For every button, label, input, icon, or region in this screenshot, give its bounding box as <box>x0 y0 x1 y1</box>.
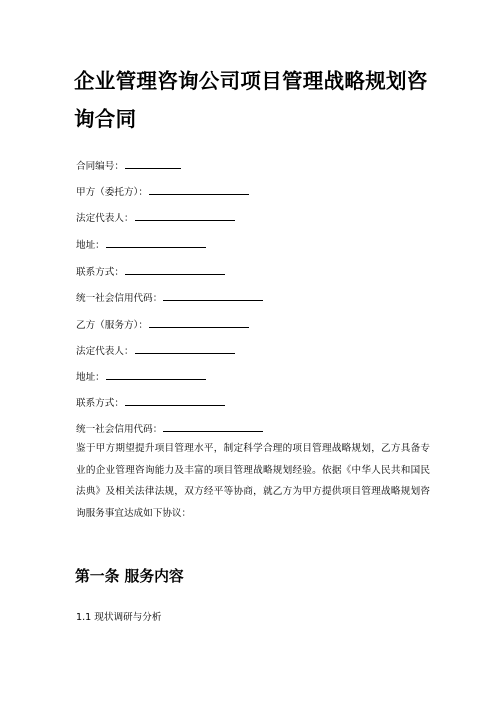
party-a-legal-rep-field <box>76 210 235 226</box>
field-label: 法定代表人： <box>76 346 134 357</box>
preamble-paragraph: 鉴于甲方期望提升项目管理水平，制定科学合理的项目管理战略规划，乙方具备专业的企业管理咨询能力及丰富的项目管理战略规划经验。依据《中华人民共和国民法典》及相关法律法规，双方经平等协商，就乙方为甲方提供项目管理战略规划咨询服务事宜达成如下协议： <box>76 443 430 519</box>
field-label: 地址： <box>76 240 105 251</box>
subsection-heading: 1.1 现状调研与分析 <box>76 612 162 623</box>
blank-line <box>163 290 263 301</box>
contract-title: 企业管理咨询公司项目管理战略规划咨询合同 <box>74 69 428 131</box>
party-b-credit-code-field <box>76 421 263 437</box>
party-a-credit-code-field <box>76 290 263 306</box>
party-b-legal-rep-field <box>76 343 235 359</box>
party-b-field <box>76 317 249 333</box>
field-label: 地址： <box>76 372 105 383</box>
blank-line <box>149 317 249 328</box>
contract-number-field <box>76 158 181 174</box>
section-heading: 第一条 服务内容 <box>75 568 184 585</box>
blank-line <box>106 369 206 380</box>
blank-line <box>135 343 235 354</box>
party-b-contact-field <box>76 395 225 411</box>
field-label: 合同编号： <box>76 161 124 172</box>
blank-line <box>125 158 181 169</box>
blank-line <box>135 210 235 221</box>
field-label: 联系方式： <box>76 267 124 278</box>
field-label: 甲方（委托方）： <box>76 187 148 198</box>
blank-line <box>163 421 263 432</box>
field-label: 法定代表人： <box>76 213 134 224</box>
blank-line <box>125 395 225 406</box>
field-label: 联系方式： <box>76 398 124 409</box>
blank-line <box>125 264 225 275</box>
party-a-field <box>76 184 249 200</box>
blank-line <box>149 184 249 195</box>
party-a-contact-field <box>76 264 225 280</box>
blank-line <box>106 237 206 248</box>
party-a-address-field <box>76 237 206 253</box>
party-b-address-field <box>76 369 206 385</box>
field-label: 乙方（服务方）： <box>76 320 148 331</box>
field-label: 统一社会信用代码： <box>76 293 163 304</box>
field-label: 统一社会信用代码： <box>76 424 163 435</box>
